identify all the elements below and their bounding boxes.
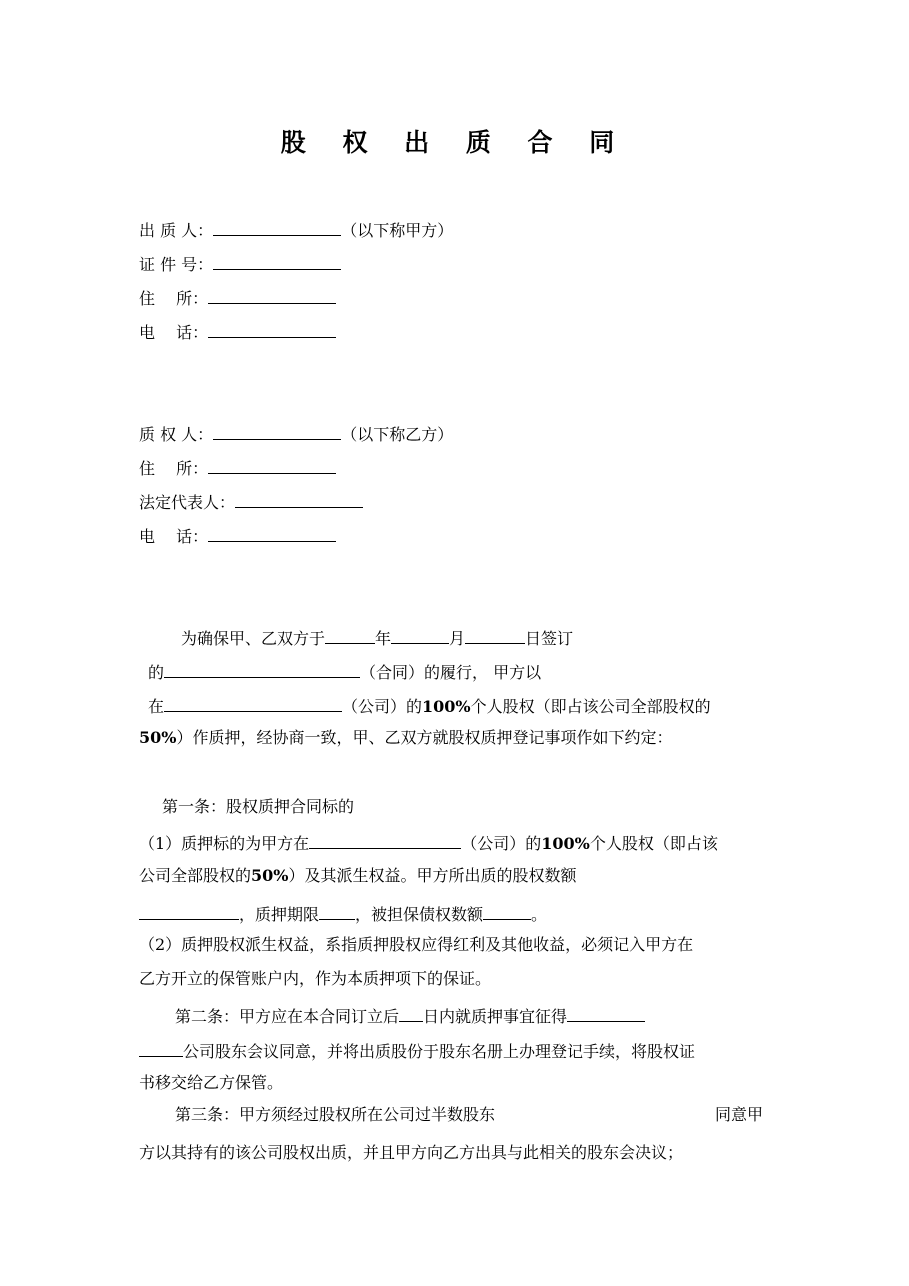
share-percent: 100%	[541, 834, 590, 853]
article-text: （1）质押标的为甲方在	[139, 834, 310, 853]
pledgor-name-row	[139, 218, 453, 241]
pledgee-rep-label: 法定代表人：	[139, 493, 236, 512]
article-text: 。	[531, 905, 548, 924]
preamble-line-1	[181, 626, 573, 649]
preamble-text: （合同）的履行， 甲方以	[360, 663, 542, 682]
article-1-item-1-line-3	[139, 902, 547, 925]
month-label: 月	[449, 629, 466, 648]
pledge-company-blank[interactable]	[309, 831, 461, 849]
article-2-line-2	[139, 1039, 695, 1062]
pledgor-name-suffix: （以下称甲方）	[341, 221, 454, 240]
preamble-text: （公司）的	[342, 697, 423, 716]
document-title: 股 权 出 质 合 同	[280, 128, 629, 157]
article-text: 个人股权（即占该	[589, 834, 718, 853]
sign-month-blank[interactable]	[391, 626, 449, 644]
preamble-text: 的	[148, 663, 165, 682]
sign-day-blank[interactable]	[465, 626, 525, 644]
article-text: （公司）的	[461, 834, 542, 853]
pledgee-rep-blank[interactable]	[235, 490, 363, 508]
share-amount-blank[interactable]	[139, 902, 239, 920]
contract-name-blank[interactable]	[164, 660, 360, 678]
year-label: 年	[375, 629, 392, 648]
pledgee-address-blank[interactable]	[208, 456, 336, 474]
consent-company-blank-cont[interactable]	[139, 1039, 183, 1057]
article-2-line-1	[175, 1004, 645, 1027]
pledge-term-blank[interactable]	[319, 902, 355, 920]
preamble-text: ）作质押，经协商一致，甲、乙双方就股权质押登记事项作如下约定：	[176, 728, 673, 747]
article-text: 公司全部股权的	[139, 866, 252, 885]
secured-debt-blank[interactable]	[483, 902, 531, 920]
pledgor-phone-row	[139, 320, 336, 343]
article-2-line-3: 书移交给乙方保管。	[139, 1073, 284, 1092]
preamble-line-3	[148, 694, 711, 717]
pledgor-phone-label: 电 话：	[139, 323, 209, 342]
pledgor-name-label: 出 质 人：	[139, 221, 214, 240]
pledgor-address-label: 住 所：	[139, 289, 209, 308]
pledgee-address-row	[139, 456, 336, 479]
day-label: 日签订	[525, 629, 574, 648]
article-1-item-2-line-1: （2）质押股权派生权益，系指质押股权应得红利及其他收益，必须记入甲方在	[139, 935, 694, 954]
pledgee-name-blank[interactable]	[213, 422, 341, 440]
pledgee-name-label: 质 权 人：	[139, 425, 214, 444]
pledgee-rep-row	[139, 490, 363, 513]
preamble-text: 个人股权（即占该公司全部股权的	[470, 697, 711, 716]
pledgor-id-label: 证 件 号：	[139, 255, 214, 274]
sign-year-blank[interactable]	[325, 626, 375, 644]
article-3-line-2: 方以其持有的该公司股权出质，并且甲方向乙方出具与此相关的股东会决议；	[139, 1143, 684, 1162]
article-1-item-2-line-2: 乙方开立的保管账户内，作为本质押项下的保证。	[139, 969, 492, 988]
pledgee-phone-label: 电 话：	[139, 527, 209, 546]
article-3-line-1b: 同意甲	[715, 1105, 764, 1124]
pledgor-phone-blank[interactable]	[208, 320, 336, 338]
article-text: ，被担保债权数额	[355, 905, 484, 924]
article-1-heading: 第一条：股权质押合同标的	[162, 797, 355, 816]
equity-percent: 50%	[251, 866, 289, 885]
company-name-blank[interactable]	[164, 694, 342, 712]
pledgee-name-row	[139, 422, 453, 445]
pledgor-address-row	[139, 286, 336, 309]
pledgee-address-label: 住 所：	[139, 459, 209, 478]
pledgor-id-row	[139, 252, 341, 275]
pledgor-name-blank[interactable]	[213, 218, 341, 236]
article-text: 第二条：甲方应在本合同订立后	[175, 1007, 400, 1026]
days-blank[interactable]	[399, 1004, 423, 1022]
preamble-line-4	[139, 728, 672, 748]
preamble-text: 为确保甲、乙双方于	[181, 629, 326, 648]
article-text: 公司股东会议同意，并将出质股份于股东名册上办理登记手续，将股权证	[183, 1042, 696, 1061]
article-text: 日内就质押事宜征得	[423, 1007, 568, 1026]
consent-company-blank[interactable]	[567, 1004, 645, 1022]
article-text: ）及其派生权益。甲方所出质的股权数额	[288, 866, 577, 885]
equity-percent: 50%	[139, 728, 177, 747]
pledgee-phone-row	[139, 524, 336, 547]
article-1-item-1-line-1	[139, 831, 718, 854]
pledgor-id-blank[interactable]	[213, 252, 341, 270]
preamble-text: 在	[148, 697, 165, 716]
article-text: ，质押期限	[239, 905, 320, 924]
pledgee-phone-blank[interactable]	[208, 524, 336, 542]
pledgee-name-suffix: （以下称乙方）	[341, 425, 454, 444]
article-3-line-1a: 第三条：甲方须经过股权所在公司过半数股东	[175, 1105, 496, 1124]
pledgor-address-blank[interactable]	[208, 286, 336, 304]
article-1-item-1-line-2	[139, 866, 577, 886]
share-percent: 100%	[422, 697, 471, 716]
preamble-line-2	[148, 660, 541, 683]
